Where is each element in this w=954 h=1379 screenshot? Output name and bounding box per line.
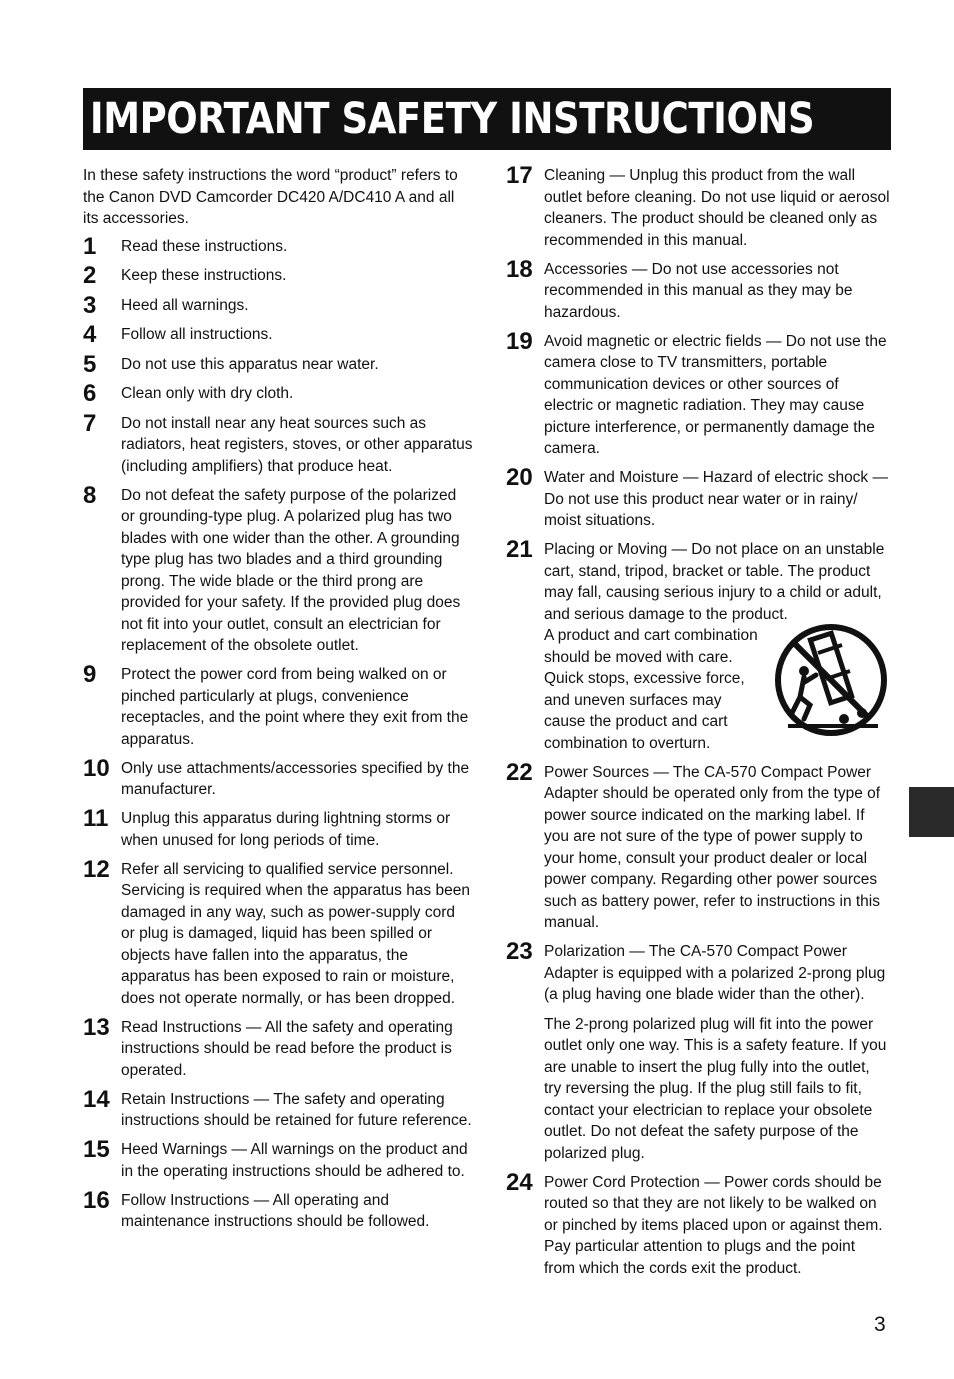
instruction-item bbox=[83, 481, 473, 657]
instruction-number: 5 bbox=[83, 350, 97, 378]
instruction-number: 23 bbox=[506, 938, 533, 965]
instruction-number: 20 bbox=[506, 464, 533, 491]
instruction-body bbox=[544, 165, 890, 251]
instruction-number: 6 bbox=[83, 380, 97, 407]
instruction-body bbox=[121, 295, 473, 317]
instruction-item bbox=[83, 1136, 473, 1182]
instruction-body bbox=[544, 259, 890, 324]
instruction-item bbox=[83, 805, 473, 851]
instruction-number: 19 bbox=[506, 327, 533, 355]
instruction-text: Follow all instructions. bbox=[121, 326, 273, 343]
instruction-extra-text: A product and cart combination should be moved with care. Quick stops, excessive force, and uneven surfaces may cause the product and cart combination to overturn. bbox=[544, 627, 758, 752]
instruction-item bbox=[506, 327, 890, 460]
instruction-text: Do not defeat the safety purpose of the polarized or grounding-type plug. A polarized plug has two blades with one wider than the other. A grounding type plug has two blades and a third grounding prong. The wide blade or the third prong are provided for your safety. If the provided plug does not fit into your outlet, consult an electrician for replacement of the obsolete outlet. bbox=[121, 486, 461, 654]
cart-warning-block bbox=[544, 625, 890, 754]
instruction-text: Do not use this apparatus near water. bbox=[121, 355, 379, 373]
intro-paragraph: In these safety instructions the word “product” refers to the Canon DVD Camcorder DC420 A/DC410 A and all its accessories. bbox=[83, 167, 458, 227]
cart-tip-over-warning-icon bbox=[774, 623, 888, 737]
instruction-number: 22 bbox=[506, 758, 533, 786]
instruction-item bbox=[83, 232, 473, 260]
right-instruction-list bbox=[506, 162, 890, 1279]
instruction-text: Placing or Moving — Do not place on an unstable cart, stand, tripod, bracket or table. The product may fall, causing serious injury to a child or adult, and serious damage to the product. bbox=[544, 541, 885, 623]
instruction-item bbox=[506, 255, 890, 324]
instruction-text: Avoid magnetic or electric fields — Do not use the camera close to TV transmitters, portable communication devices or other sources of electric or magnetic radiation. They may cause picture interference, or permanently damage the camera. bbox=[544, 332, 887, 457]
instruction-text: Accessories — Do not use accessories not recommended in this manual as they may be hazardous. bbox=[544, 260, 853, 321]
instruction-number: 15 bbox=[83, 1136, 110, 1163]
instruction-item bbox=[506, 1168, 890, 1280]
instruction-text: Clean only with dry cloth. bbox=[121, 385, 294, 402]
instruction-body bbox=[121, 413, 473, 478]
instruction-item bbox=[506, 536, 890, 754]
instruction-body bbox=[121, 485, 473, 657]
instruction-item bbox=[506, 758, 890, 934]
instruction-item bbox=[506, 464, 890, 532]
instruction-body bbox=[544, 941, 890, 1164]
instruction-item bbox=[83, 380, 473, 407]
instruction-text: Cleaning — Unplug this product from the wall outlet before cleaning. Do not use liquid or aerosol cleaners. The product should be cleaned only as recommended in this manual. bbox=[544, 167, 890, 249]
instruction-text: Keep these instructions. bbox=[121, 267, 287, 284]
title-banner bbox=[83, 88, 891, 150]
instruction-number: 1 bbox=[83, 232, 97, 260]
instruction-body bbox=[544, 1172, 890, 1280]
right-column bbox=[506, 162, 890, 1287]
instruction-body bbox=[121, 383, 473, 405]
instruction-text: Retain Instructions — The safety and operating instructions should be retained for future reference. bbox=[121, 1090, 472, 1129]
instruction-item bbox=[83, 855, 473, 1010]
instruction-body bbox=[544, 762, 890, 934]
instruction-body bbox=[121, 808, 473, 851]
instruction-item bbox=[83, 291, 473, 319]
instruction-body bbox=[544, 539, 890, 754]
instruction-body bbox=[121, 1017, 473, 1082]
instruction-body bbox=[121, 265, 473, 287]
instruction-text: Polarization — The CA-570 Compact Power Adapter is equipped with a polarized 2-prong plug (a plug having one blade wider than the other). bbox=[544, 943, 886, 1003]
instruction-number: 13 bbox=[83, 1013, 110, 1041]
instruction-body bbox=[121, 236, 473, 258]
instruction-text: Refer all servicing to qualified service personnel. Servicing is required when the apparatus has been damaged in any way, such as power-supply cord or plug is damaged, liquid has been spilled or objects have fallen into the apparatus, the apparatus has been exposed to rain or moisture, does not operate normally, or has been dropped. bbox=[121, 860, 470, 1007]
instruction-item bbox=[83, 321, 473, 348]
instruction-extra-text: The 2-prong polarized plug will fit into the power outlet only one way. This is a safety feature. If you are unable to insert the plug fully into the outlet, try reversing the plug. If the plug still fails to fit, contact your electrician to replace your obsolete outlet. Do not defeat the safety purpose of the polarized plug. bbox=[544, 1015, 887, 1162]
instruction-item bbox=[83, 262, 473, 289]
instruction-number: 7 bbox=[83, 409, 97, 437]
instruction-text: Power Sources — The CA-570 Compact Power Adapter should be operated only from the type of power source indicated on the marking label. If you are not sure of the type of power supply to your home, consult your product dealer or local power company. Regarding other power sources such as battery power, refer to instructions in this manual. bbox=[544, 763, 881, 931]
instruction-body bbox=[121, 859, 473, 1010]
instruction-text: Read these instructions. bbox=[121, 237, 288, 255]
instruction-number: 24 bbox=[506, 1168, 533, 1196]
left-column bbox=[83, 165, 473, 1240]
instruction-item bbox=[506, 938, 890, 1164]
instruction-number: 21 bbox=[506, 536, 533, 563]
instruction-item bbox=[506, 162, 890, 251]
instruction-number: 14 bbox=[83, 1085, 110, 1113]
instruction-item bbox=[83, 1013, 473, 1082]
instruction-body bbox=[121, 354, 473, 376]
instruction-text: Heed Warnings — All warnings on the product and in the operating instructions should be adhered to. bbox=[121, 1141, 468, 1180]
instruction-text: Heed all warnings. bbox=[121, 296, 249, 314]
instruction-number: 9 bbox=[83, 661, 97, 688]
instruction-body bbox=[121, 758, 473, 801]
instruction-text: Only use attachments/accessories specified by the manufacturer. bbox=[121, 759, 470, 798]
instruction-item bbox=[83, 1085, 473, 1132]
instruction-number: 16 bbox=[83, 1186, 110, 1214]
instruction-text: Follow Instructions — All operating and maintenance instructions should be followed. bbox=[121, 1191, 430, 1230]
left-instruction-list bbox=[83, 232, 473, 1233]
instruction-number: 11 bbox=[83, 805, 109, 832]
instruction-item bbox=[83, 754, 473, 801]
instruction-body bbox=[121, 1089, 473, 1132]
instruction-text: Water and Moisture — Hazard of electric shock — Do not use this product near water or in rainy/ moist situations. bbox=[544, 469, 888, 529]
instruction-text: Unplug this apparatus during lightning storms or when unused for long periods of time. bbox=[121, 810, 451, 849]
instruction-number: 2 bbox=[83, 262, 97, 289]
instruction-number: 17 bbox=[506, 162, 533, 189]
page-number: 3 bbox=[874, 1313, 886, 1336]
instruction-item bbox=[83, 1186, 473, 1233]
instruction-item bbox=[83, 409, 473, 478]
instruction-body bbox=[544, 331, 890, 460]
instruction-body bbox=[121, 1190, 473, 1233]
instruction-number: 10 bbox=[83, 754, 110, 782]
instruction-body bbox=[121, 324, 473, 346]
instruction-body bbox=[121, 664, 473, 750]
instruction-text: Power Cord Protection — Power cords should be routed so that they are not likely to be walked on or pinched by items placed upon or against them. Pay particular attention to plugs and the point from which the cords exit the product. bbox=[544, 1173, 883, 1277]
section-tab bbox=[909, 787, 954, 837]
instruction-item bbox=[83, 350, 473, 378]
instruction-number: 8 bbox=[83, 481, 97, 509]
instruction-body bbox=[544, 467, 890, 532]
cart-icon-container bbox=[774, 623, 888, 744]
instruction-number: 4 bbox=[83, 321, 97, 348]
instruction-item bbox=[83, 661, 473, 750]
instruction-text: Do not install near any heat sources such as radiators, heat registers, stoves, or other apparatus (including amplifiers) that produce heat. bbox=[121, 414, 473, 475]
instruction-number: 3 bbox=[83, 291, 97, 319]
instruction-number: 12 bbox=[83, 855, 110, 883]
instruction-body bbox=[121, 1139, 473, 1182]
page-title: IMPORTANT SAFETY INSTRUCTIONS bbox=[89, 94, 815, 144]
instruction-number: 18 bbox=[506, 255, 533, 283]
instruction-text: Protect the power cord from being walked on or pinched particularly at plugs, convenience receptacles, and the point where they exit from the apparatus. bbox=[121, 666, 469, 748]
instruction-text: Read Instructions — All the safety and operating instructions should be read before the product is operated. bbox=[121, 1018, 453, 1079]
